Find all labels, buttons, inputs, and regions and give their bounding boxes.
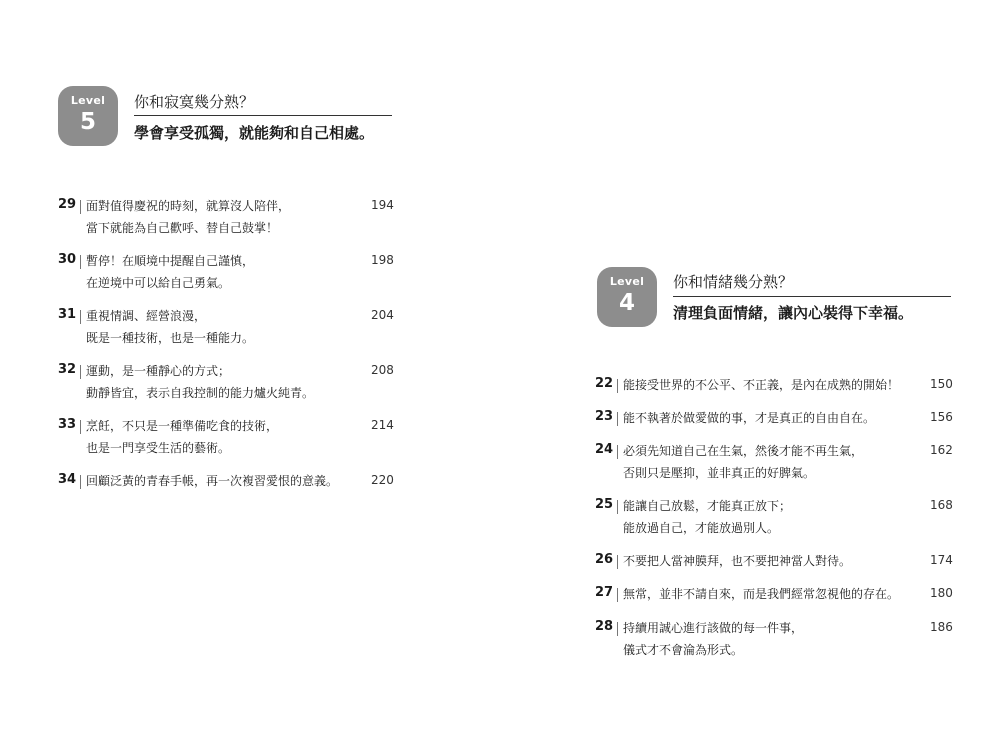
entry-page-number: 168 (930, 498, 953, 512)
chapter-title: 你和寂寞幾分熟？ (134, 93, 255, 111)
entry-number: 34 (58, 472, 77, 487)
entry-number: 27 (595, 585, 614, 600)
level-number: 4 (618, 290, 635, 316)
entry-title-line: 暫停！在順境中提醒自己謹慎， (86, 254, 255, 268)
entry-number: 24 (595, 442, 614, 457)
entry-title-line: 無常，並非不請自來，而是我們經常忽視他的存在。 (623, 587, 900, 601)
entry-title (86, 470, 338, 492)
entry-number: 30 (58, 252, 77, 267)
entry-title-line: 在逆境中可以給自己勇氣。 (86, 276, 231, 290)
entry-title-line: 回顧泛黃的青春手帳，再一次複習愛恨的意義。 (86, 474, 339, 488)
entry-divider (617, 500, 618, 514)
entry-page-number: 174 (930, 553, 953, 567)
entry-page-number: 194 (371, 198, 394, 212)
entry-page-number: 162 (930, 443, 953, 457)
entry-page-number: 198 (371, 253, 394, 267)
entry-title-line: 既是一種技術，也是一種能力。 (86, 331, 255, 345)
level-number: 5 (79, 109, 96, 135)
entry-title-line: 重視情調、經營浪漫， (86, 309, 207, 323)
entry-title-line: 當下就能為自己歡呼、替自己鼓掌！ (86, 221, 279, 235)
entry-title-line: 面對值得慶祝的時刻，就算沒人陪伴， (86, 199, 291, 213)
entry-title (86, 305, 254, 349)
entry-page-number: 208 (371, 363, 394, 377)
entry-title-line: 能不執著於做愛做的事，才是真正的自由自在。 (623, 411, 876, 425)
entry-number: 23 (595, 409, 614, 424)
entry-divider (617, 588, 618, 602)
entry-divider (80, 365, 81, 379)
entry-divider (617, 379, 618, 393)
entry-title-line: 能放過自己，才能放過別人。 (623, 521, 780, 535)
entry-divider (80, 255, 81, 269)
level-badge (58, 86, 118, 146)
entry-page-number: 150 (930, 377, 953, 391)
chapter-rule (673, 296, 951, 297)
entry-title (623, 374, 899, 396)
chapter-subtitle: 學會享受孤獨，就能夠和自己相處。 (134, 124, 375, 142)
entry-number: 26 (595, 552, 614, 567)
entry-page-number: 214 (371, 418, 394, 432)
entry-divider (80, 200, 81, 214)
entry-page-number: 204 (371, 308, 394, 322)
entry-divider (617, 622, 618, 636)
entry-title (623, 583, 899, 605)
entry-title (86, 415, 278, 459)
entry-title-line: 不要把人當神膜拜，也不要把神當人對待。 (623, 554, 852, 568)
entry-title-line: 能讓自己放鬆，才能真正放下； (623, 499, 792, 513)
level-badge (597, 267, 657, 327)
chapter-title: 你和情緒幾分熟？ (673, 273, 794, 291)
entry-title-line: 運動，是一種靜心的方式； (86, 364, 231, 378)
entry-number: 28 (595, 619, 614, 634)
entry-number: 29 (58, 197, 77, 212)
entry-number: 22 (595, 376, 614, 391)
level-label: Level (70, 94, 106, 107)
entry-title-line: 動靜皆宜，表示自我控制的能力爐火純青。 (86, 386, 315, 400)
entry-divider (617, 412, 618, 426)
entry-divider (80, 420, 81, 434)
entry-page-number: 180 (930, 586, 953, 600)
toc-entry[interactable] (58, 195, 398, 239)
entry-divider (617, 555, 618, 569)
toc-entry[interactable] (595, 495, 955, 539)
level-label: Level (609, 275, 645, 288)
entry-number: 25 (595, 497, 614, 512)
toc-entry[interactable] (58, 360, 398, 404)
toc-entry[interactable] (58, 470, 398, 514)
entry-title (623, 550, 851, 572)
entry-title (623, 617, 803, 661)
entry-divider (80, 475, 81, 489)
entry-title-line: 持續用誠心進行該做的每一件事， (623, 621, 804, 635)
entry-divider (80, 310, 81, 324)
entry-title-line: 烹飪，不只是一種準備吃食的技術， (86, 419, 279, 433)
entry-page-number: 186 (930, 620, 953, 634)
toc-entry[interactable] (595, 617, 955, 661)
entry-title-line: 否則只是壓抑，並非真正的好脾氣。 (623, 466, 816, 480)
entry-page-number: 156 (930, 410, 953, 424)
entry-title-line: 能接受世界的不公平、不正義，是內在成熟的開始！ (623, 378, 900, 392)
entry-title (86, 360, 314, 404)
entry-title (86, 250, 254, 294)
entry-title-line: 儀式才不會淪為形式。 (623, 643, 744, 657)
entry-page-number: 220 (371, 473, 394, 487)
entry-title-line: 也是一門享受生活的藝術。 (86, 441, 231, 455)
entry-number: 31 (58, 307, 77, 322)
entry-title (86, 195, 290, 239)
entry-title-line: 必須先知道自己在生氣，然後才能不再生氣， (623, 444, 864, 458)
entry-number: 33 (58, 417, 77, 432)
toc-entry[interactable] (595, 440, 955, 484)
entry-title (623, 407, 875, 429)
entry-title (623, 440, 863, 484)
toc-entry[interactable] (58, 415, 398, 459)
toc-entry[interactable] (58, 250, 398, 294)
chapter-rule (134, 115, 392, 116)
entry-title (623, 495, 791, 539)
entry-number: 32 (58, 362, 77, 377)
right-page (500, 0, 1000, 731)
toc-entry[interactable] (58, 305, 398, 349)
entry-divider (617, 445, 618, 459)
chapter-subtitle: 清理負面情緒，讓內心裝得下幸福。 (673, 304, 914, 322)
